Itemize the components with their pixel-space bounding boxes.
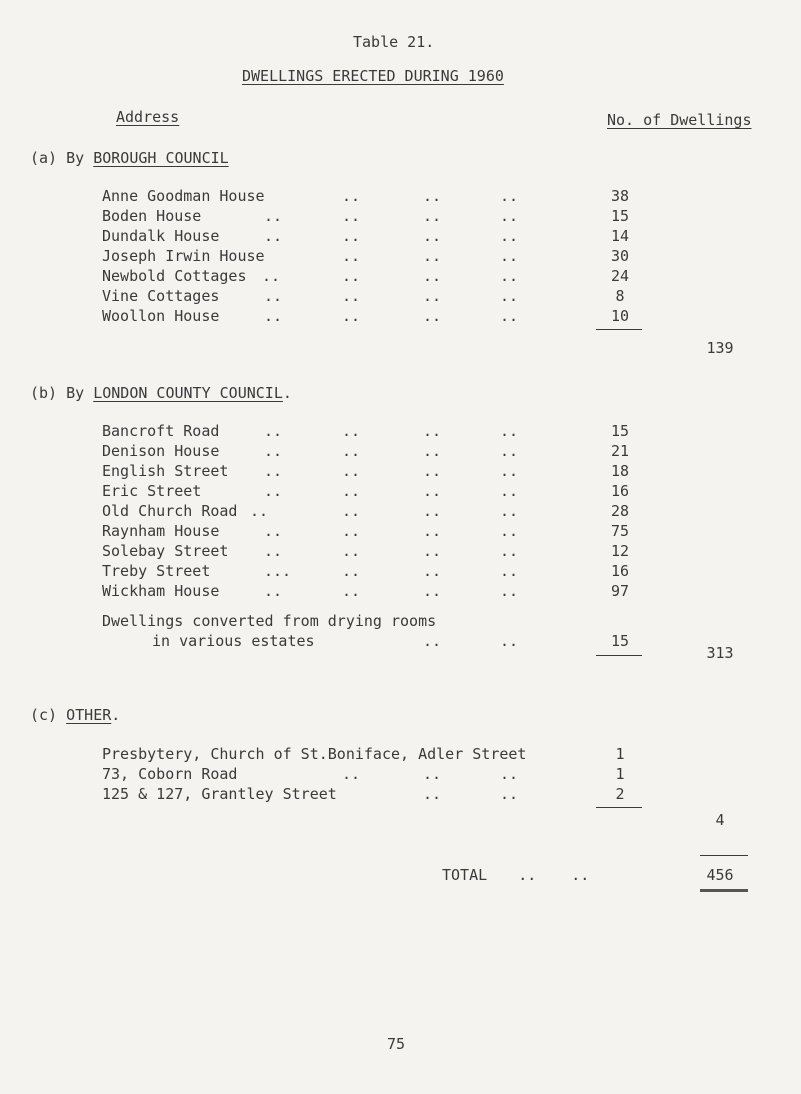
total-rule-bottom [700,889,748,892]
table-row [0,745,801,765]
row-address: Old Church Road [102,502,238,520]
row-count: 16 [610,562,630,580]
table-row: Woollon House .. .. .. .. 10 [0,307,801,327]
table-row: Newbold Cottages .. .. .. .. 24 [0,267,801,287]
total-label: TOTAL [442,866,488,884]
section-a-title: BOROUGH COUNCIL [93,149,229,167]
table-row: Anne Goodman House .. .. .. 38 [0,187,801,207]
row-count: 24 [610,267,630,285]
row-count: 10 [610,307,630,325]
section-c-title: OTHER [66,706,112,724]
total-rule-top [700,855,748,856]
dwellings-column-header: No. of Dwellings [607,111,752,129]
row-count: 97 [610,582,630,600]
table-row: Treby Street ... .. .. .. 16 [0,562,801,582]
row-count: 75 [610,522,630,540]
row-count: 18 [610,462,630,480]
table-row: 125 & 127, Grantley Street .. .. 2 [0,785,801,805]
page-number: 75 [387,1035,406,1053]
row-count: 1 [615,765,625,783]
table-row: English Street .. .. .. .. 18 [0,462,801,482]
row-count: 1 [615,745,625,763]
row-address: English Street [102,462,229,480]
row-address: 73, Coborn Road [102,765,238,783]
table-label: Table 21. [353,33,435,51]
table-row: in various estates .. .. 15 [0,632,801,652]
section-c-heading: (c) OTHER. [30,706,121,724]
section-b-rule [596,655,642,656]
table-row: 73, Coborn Road .. .. .. 1 [0,765,801,785]
table-row: Raynham House .. .. .. .. 75 [0,522,801,542]
section-b-title: LONDON COUNTY COUNCIL [93,384,283,402]
row-count: 15 [610,632,630,650]
row-address: Joseph Irwin House [102,247,265,265]
section-a-label: (a) By [30,149,85,167]
section-c-rule [596,807,642,808]
row-count: 12 [610,542,630,560]
row-address: Dwellings converted from drying rooms [102,612,437,630]
section-a-rule [596,329,642,330]
section-b-label: (b) By [30,384,85,402]
row-count: 15 [610,207,630,225]
row-count: 16 [610,482,630,500]
table-row: Wickham House .. .. .. .. 97 [0,582,801,602]
total-label-row: TOTAL .. .. [442,866,590,884]
table-row: Dundalk House .. .. .. .. 14 [0,227,801,247]
row-count: 14 [610,227,630,245]
total-value: 456 [706,866,734,884]
section-a-heading [30,149,229,167]
row-address: Solebay Street [102,542,229,560]
table-row: Eric Street .. .. .. .. 16 [0,482,801,502]
section-c-subtotal: 4 [715,811,725,829]
table-row: Solebay Street .. .. .. .. 12 [0,542,801,562]
row-address: Newbold Cottages [102,267,247,285]
address-column-header: Address [116,108,180,126]
table-heading: DWELLINGS ERECTED DURING 1960 [242,67,504,85]
row-address: in various estates [152,632,315,650]
row-address: Treby Street [102,562,211,580]
row-count: 28 [610,502,630,520]
table-row: Vine Cottages .. .. .. .. 8 [0,287,801,307]
row-address: 125 & 127, Grantley Street [102,785,337,803]
table-row: Old Church Road .. .. .. .. 28 [0,502,801,522]
row-count: 8 [615,287,625,305]
row-address: Bancroft Road [102,422,220,440]
row-address: Wickham House [102,582,220,600]
table-row: Denison House .. .. .. .. 21 [0,442,801,462]
row-count: 15 [610,422,630,440]
row-count: 2 [615,785,625,803]
row-count: 30 [610,247,630,265]
row-address: Anne Goodman House [102,187,265,205]
section-b-subtotal: 313 [706,644,734,662]
table-row: Joseph Irwin House .. .. .. 30 [0,247,801,267]
row-address: Dundalk House [102,227,220,245]
row-count: 38 [610,187,630,205]
row-address: Vine Cottages [102,287,220,305]
table-row [0,612,801,632]
row-count: 21 [610,442,630,460]
row-address: Presbytery, Church of St.Boniface, Adler Street [102,745,527,763]
section-b-heading: (b) By LONDON COUNTY COUNCIL. [30,384,292,402]
table-row: Boden House .. .. .. .. 15 [0,207,801,227]
section-c-label: (c) [30,706,58,724]
row-address: Boden House [102,207,202,225]
row-address: Denison House [102,442,220,460]
table-row: Bancroft Road .. .. .. .. 15 [0,422,801,442]
row-address: Raynham House [102,522,220,540]
row-address: Eric Street [102,482,202,500]
section-a-subtotal: 139 [706,339,734,357]
row-address: Woollon House [102,307,220,325]
